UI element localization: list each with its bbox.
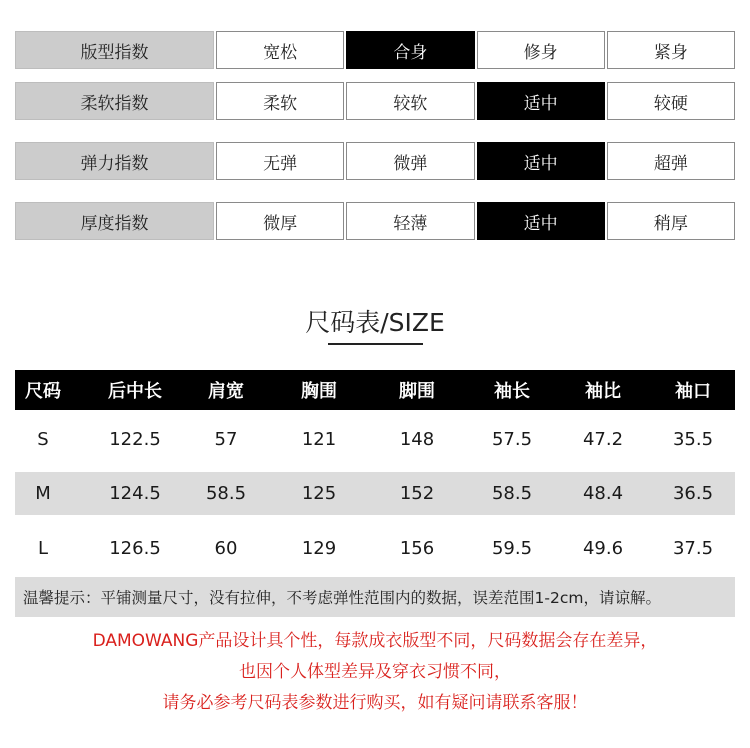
- cell-shoulder: 58.5: [205, 483, 247, 504]
- table-row: [15, 418, 735, 461]
- cell-sleeve-width: 48.4: [582, 483, 624, 504]
- cell-sleeve-length: 57.5: [491, 429, 533, 450]
- cell-sleeve-length: 59.5: [491, 538, 533, 559]
- cell-size: S: [37, 429, 49, 450]
- cell-shoulder: 60: [214, 538, 238, 559]
- header-shoulder: 肩宽: [208, 381, 244, 402]
- table-row: [15, 472, 735, 515]
- thickness-option-thin: 轻薄: [346, 202, 474, 240]
- cell-cuff: 37.5: [672, 538, 714, 559]
- size-chart-title: 尺码表/SIZE: [305, 308, 445, 337]
- cell-sleeve-length: 58.5: [491, 483, 533, 504]
- fit-index-row: [15, 31, 735, 69]
- header-sleeve-length: 袖长: [494, 381, 530, 402]
- cell-sleeve-width: 49.6: [582, 538, 624, 559]
- header-hem: 脚围: [399, 381, 435, 402]
- cell-cuff: 36.5: [672, 483, 714, 504]
- fit-index-label: 版型指数: [15, 31, 214, 69]
- cell-size: M: [35, 483, 51, 504]
- cell-chest: 129: [301, 538, 337, 559]
- elasticity-index-label: 弹力指数: [15, 142, 214, 180]
- elasticity-option-none: 无弹: [216, 142, 344, 180]
- softness-option-fairly-soft: 较软: [346, 82, 474, 120]
- elasticity-option-super: 超弹: [607, 142, 735, 180]
- cell-sleeve-width: 47.2: [582, 429, 624, 450]
- cell-shoulder: 57: [214, 429, 238, 450]
- softness-option-soft: 柔软: [216, 82, 344, 120]
- softness-index-label: 柔软指数: [15, 82, 214, 120]
- header-chest: 胸围: [301, 381, 337, 402]
- thickness-index-label: 厚度指数: [15, 202, 214, 240]
- notice-line-2: 也因个人体型差异及穿衣习惯不同，: [239, 662, 511, 682]
- measurement-tip: 温馨提示：平铺测量尺寸，没有拉伸，不考虑弹性范围内的数据，误差范围1-2cm，请谅解。: [15, 577, 735, 617]
- thickness-option-slightly-thick: 微厚: [216, 202, 344, 240]
- cell-hem: 152: [399, 483, 435, 504]
- softness-option-fairly-hard: 较硬: [607, 82, 735, 120]
- cell-chest: 121: [301, 429, 337, 450]
- fit-option-regular: 合身: [346, 31, 474, 69]
- thickness-option-thicker: 稍厚: [607, 202, 735, 240]
- softness-option-medium: 适中: [477, 82, 605, 120]
- cell-cuff: 35.5: [672, 429, 714, 450]
- thickness-option-medium: 适中: [477, 202, 605, 240]
- softness-index-row: [15, 82, 735, 120]
- fit-option-tight: 紧身: [607, 31, 735, 69]
- size-table-header: [15, 370, 735, 410]
- elasticity-option-medium: 适中: [477, 142, 605, 180]
- cell-hem: 148: [399, 429, 435, 450]
- header-cuff: 袖口: [675, 381, 711, 402]
- elasticity-option-slight: 微弹: [346, 142, 474, 180]
- notice-line-3: 请务必参考尺码表参数进行购买，如有疑问请联系客服！: [162, 693, 588, 713]
- cell-back-length: 122.5: [109, 429, 161, 450]
- cell-hem: 156: [399, 538, 435, 559]
- notice-line-1: DAMOWANG产品设计具个性，每款成衣版型不同，尺码数据会存在差异，: [92, 631, 658, 651]
- cell-back-length: 124.5: [109, 483, 161, 504]
- fit-option-slim: 修身: [477, 31, 605, 69]
- header-size: 尺码: [25, 381, 61, 402]
- cell-back-length: 126.5: [109, 538, 161, 559]
- table-row: [15, 527, 735, 570]
- title-underline: [328, 343, 423, 345]
- header-back-length: 后中长: [108, 381, 162, 402]
- cell-chest: 125: [301, 483, 337, 504]
- header-sleeve-width: 袖比: [585, 381, 621, 402]
- thickness-index-row: [15, 202, 735, 240]
- cell-size: L: [37, 538, 49, 559]
- fit-option-loose: 宽松: [216, 31, 344, 69]
- elasticity-index-row: [15, 142, 735, 180]
